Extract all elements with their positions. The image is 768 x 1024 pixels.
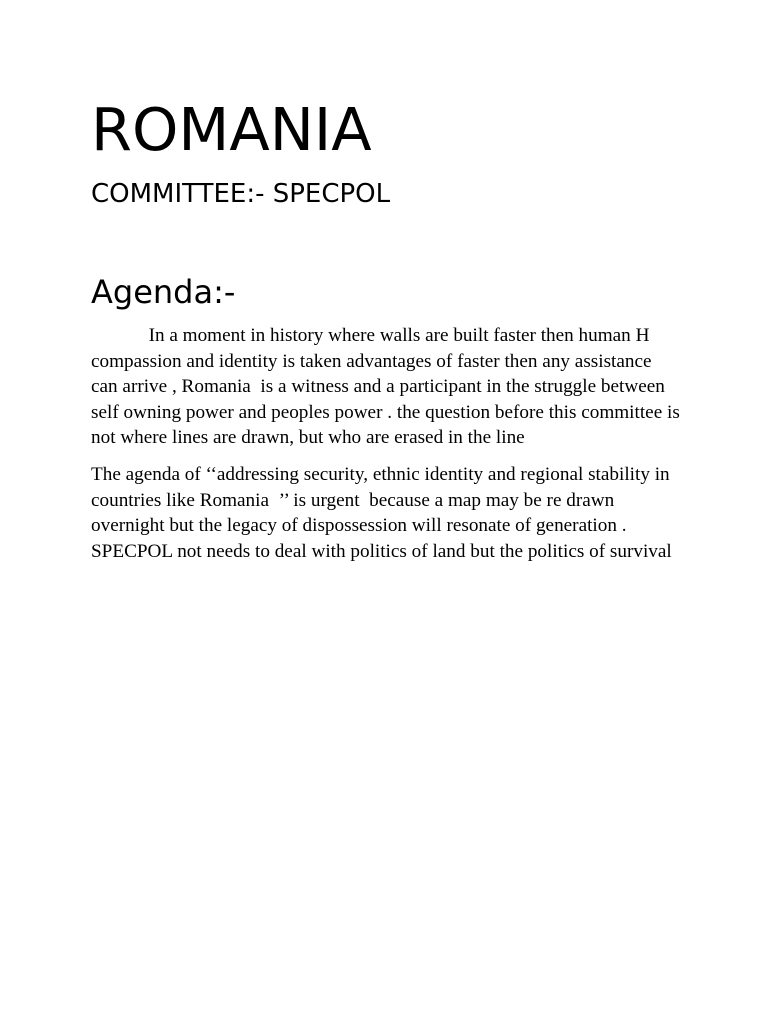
agenda-paragraph-2: The agenda of ‘‘addressing security, ethnic identity and regional stability in countries like Romania ’’ is urgent because a map may be re drawn overnight but the legacy of dispossession will resonate of generation . SPECPOL not needs to deal with politics of land but the politics of survival xyxy=(91,463,675,562)
document-title: ROMANIA xyxy=(91,95,372,164)
document-body xyxy=(91,95,685,564)
agenda-heading: Agenda:- xyxy=(91,273,236,311)
committee-line: COMMITTEE:- SPECPOL xyxy=(91,179,391,209)
agenda-paragraph-1: In a moment in history where walls are built faster then human H compassion and identity is taken advantages of faster then any assistance can arrive , Romania is a witness and a participant in the struggle between self owning power and peoples power . the question before this committee is not where lines are drawn, but who are erased in the line xyxy=(91,325,685,449)
